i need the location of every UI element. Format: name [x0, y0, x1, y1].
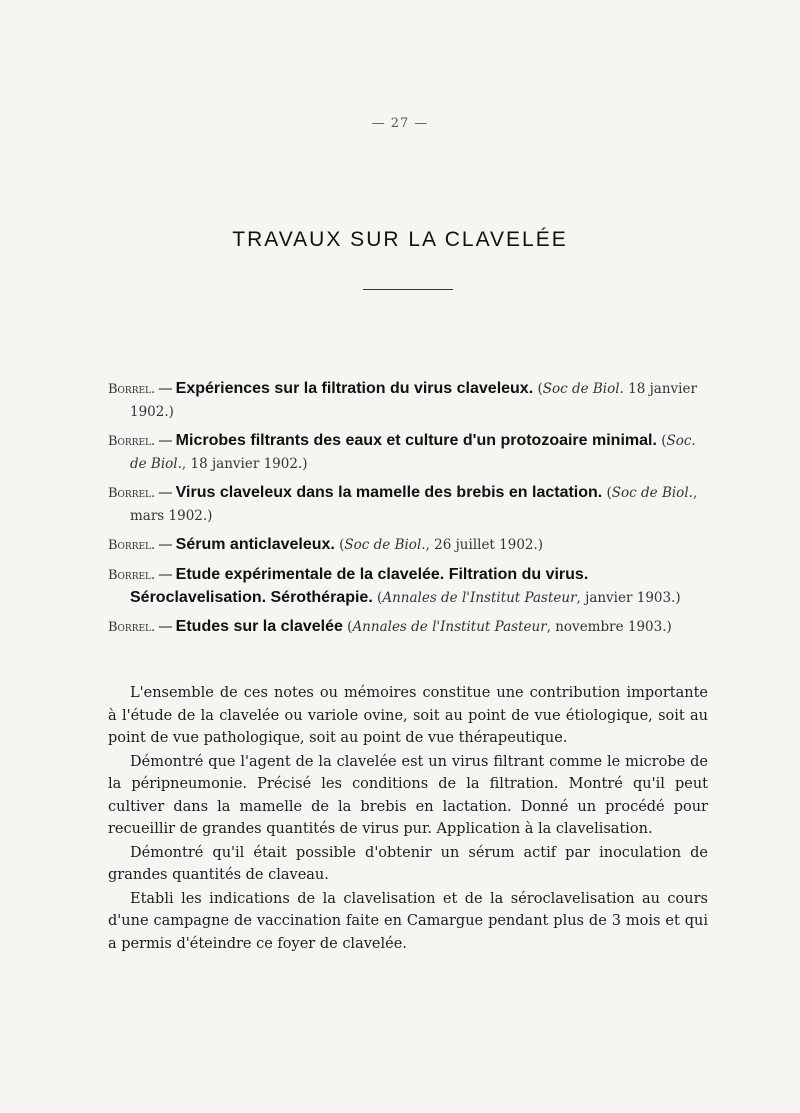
publication-entry [108, 430, 708, 475]
publication-list [108, 378, 708, 646]
publication-entry [108, 616, 708, 639]
entry-ref-open: ( [533, 381, 543, 397]
entry-ref-open: ( [656, 433, 667, 449]
entry-title: Expériences sur la filtration du virus claveleux. [175, 380, 534, 397]
entry-ref-open: ( [342, 619, 353, 635]
entry-author: Borrel. [108, 538, 156, 553]
page-title: TRAVAUX SUR LA CLAVELÉE [232, 228, 568, 251]
entry-date: , 26 juillet 1902.) [425, 537, 544, 553]
entry-title: Microbes filtrants des eaux et culture d'un protozoaire minimal. [175, 432, 657, 449]
summary-paragraph: Démontré que l'agent de la clavelée est un virus filtrant comme le microbe de la péripneumonie. Précisé les conditions de la filtration. Montré qu'il peut cultiver dans la mamelle de la brebis en lactation. Donné un procédé pour recueillir de grandes quantités de virus pur. Application à la clavelisation. [108, 753, 708, 837]
summary-text [108, 682, 708, 956]
summary-paragraph: Démontré qu'il était possible d'obtenir un sérum actif par inoculation de grandes quantités de claveau. [108, 844, 708, 883]
entry-date: , 18 janvier 1902.) [181, 456, 308, 472]
entry-dash: — [158, 381, 173, 397]
entry-author: Borrel. [108, 382, 156, 397]
publication-entry [108, 534, 708, 557]
entry-date: , mars 1902.) [130, 485, 698, 524]
entry-title: Virus claveleux dans la mamelle des brebis en lactation. [175, 484, 603, 501]
entry-author: Borrel. [108, 568, 156, 583]
entry-title: Sérum anticlaveleux. [175, 536, 335, 553]
entry-journal: Soc de Biol. [611, 485, 693, 501]
summary-paragraph: Etabli les indications de la clavelisation et de la séroclavelisation au cours d'une campagne de vaccination faite en Camargue pendant plus de 3 mois et qui a permis d'éteindre ce foyer de clavelée. [108, 890, 708, 952]
entry-author: Borrel. [108, 434, 156, 449]
entry-journal: Soc de Biol. [542, 381, 624, 397]
entry-journal: Soc. de Biol. [130, 433, 696, 472]
entry-date: , janvier 1903.) [576, 590, 681, 606]
summary-paragraph: L'ensemble de ces notes ou mémoires constitue une contribution importante à l'étude de la clavelée ou variole ovine, soit au point de vue étiologique, soit au point de vue pathologique, soit au point de vue thérapeutique. [108, 685, 708, 746]
entry-dash: — [158, 619, 173, 635]
entry-author: Borrel. [108, 620, 156, 635]
entry-title: Etude expérimentale de la clavelée. Filtration du virus. Séroclavelisation. Sérothérapie. [130, 566, 589, 606]
entry-date: , novembre 1903.) [546, 619, 672, 635]
publication-entry [108, 564, 708, 609]
title-divider [363, 289, 453, 290]
entry-title: Etudes sur la clavelée [175, 618, 343, 635]
entry-date: 18 janvier 1902.) [130, 381, 697, 420]
entry-journal: Soc de Biol. [344, 537, 426, 553]
entry-journal: Annales de l'Institut Pasteur [352, 619, 547, 635]
entry-ref-open: ( [602, 485, 612, 501]
page-number: — 27 — [371, 116, 429, 131]
entry-ref-open: ( [334, 537, 345, 553]
entry-author: Borrel. [108, 486, 156, 501]
entry-dash: — [158, 485, 173, 501]
entry-dash: — [158, 433, 173, 449]
entry-dash: — [158, 567, 173, 583]
entry-ref-open: ( [372, 590, 383, 606]
publication-entry [108, 378, 708, 423]
entry-journal: Annales de l'Institut Pasteur [382, 590, 577, 606]
publication-entry [108, 482, 708, 527]
entry-dash: — [158, 537, 173, 553]
